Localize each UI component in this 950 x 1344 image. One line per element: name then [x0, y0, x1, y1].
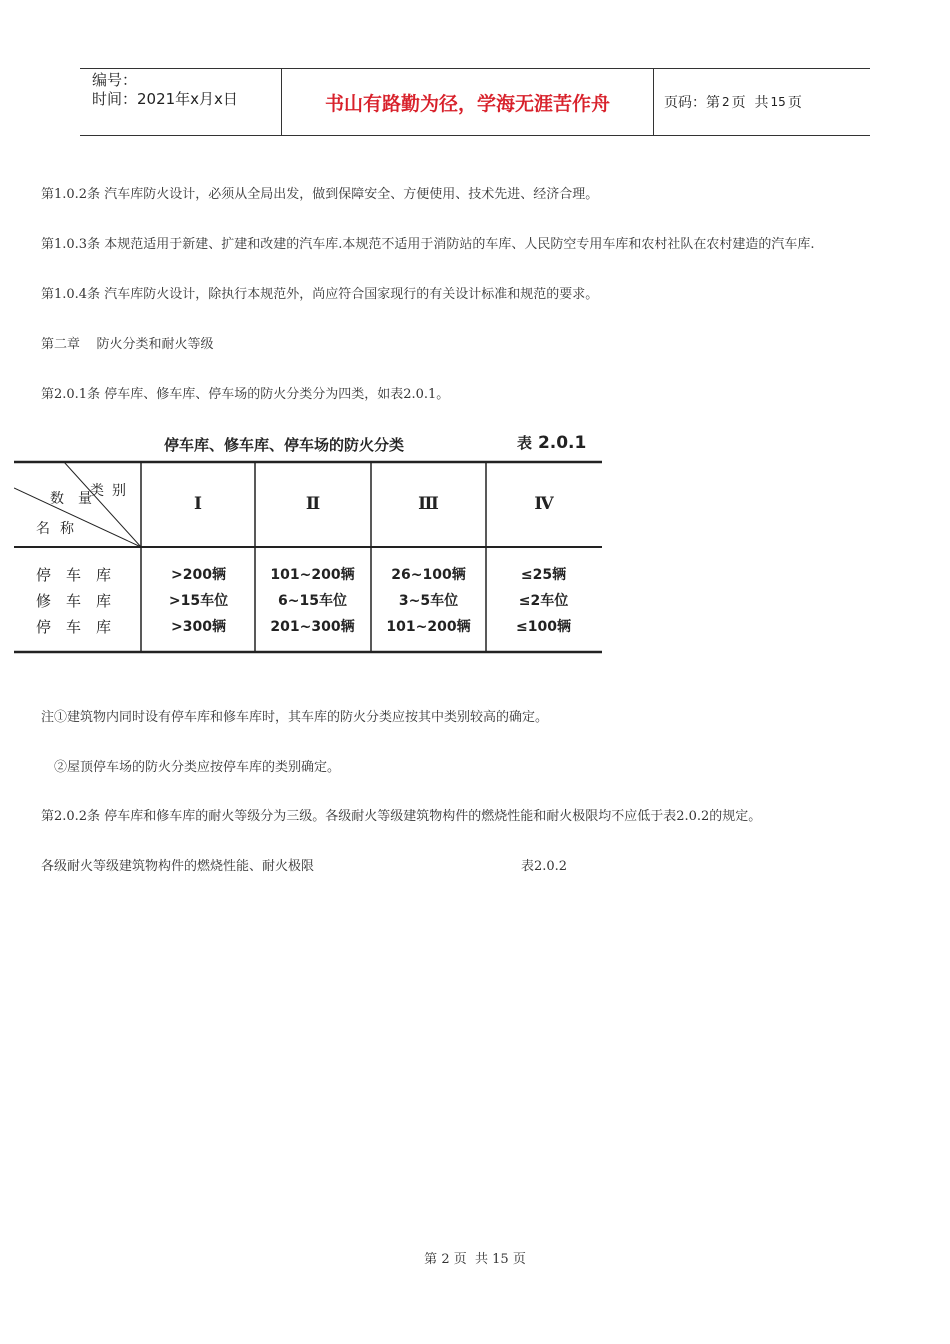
fire-classification-table [14, 430, 604, 660]
clause-1-0-2: 第1.0.2条 汽车库防火设计，必须从全局出发，做到保障安全、方便使用、技术先进、经济合理。 [41, 187, 599, 202]
page-total: 15 [770, 95, 786, 109]
footer-current: 2 [441, 1252, 450, 1267]
table-cell: ≤100辆 [516, 619, 571, 635]
table-cell: 101~200辆 [386, 619, 471, 635]
col-header-2: Ⅱ [305, 494, 321, 514]
footer-total: 15 [492, 1252, 509, 1267]
footer-suffix: 页 [512, 1252, 526, 1267]
page-suffix: 页 [787, 95, 802, 111]
clause-1-0-3: 第1.0.3条 本规范适用于新建、扩建和改建的汽车库.本规范不适用于消防站的车库、人民防空专用车库和农村社队在农村建造的汽车库. [41, 237, 815, 252]
corner-name: 名称 [36, 521, 84, 537]
table-cell: 6~15车位 [278, 593, 347, 609]
clause-1-0-4: 第1.0.4条 汽车库防火设计，除执行本规范外，尚应符合国家现行的有关设计标准和规范的要求。 [41, 287, 599, 302]
note-2: ②屋顶停车场的防火分类应按停车库的类别确定。 [54, 760, 341, 775]
table-cell: 201~300辆 [270, 619, 355, 635]
table-cell: 101~200辆 [270, 567, 355, 583]
table-cell: >300辆 [171, 619, 226, 635]
header-motto: 书山有路勤为径，学海无涯苦作舟 [282, 69, 654, 135]
document-number-label: 编号： [92, 71, 138, 89]
footer-mid: 页 共 [453, 1252, 488, 1267]
col-header-4: Ⅳ [534, 494, 554, 514]
table-cell: >200辆 [171, 567, 226, 583]
clause-2-0-2: 第2.0.2条 停车库和修车库的耐火等级分为三级。各级耐火等级建筑物构件的燃烧性能和耐火极限均不应低于表2.0.2的规定。 [41, 809, 762, 824]
table-cell: ≤2车位 [518, 593, 569, 609]
corner-quantity: 数量 [50, 491, 106, 507]
table-cell: 26~100辆 [391, 567, 466, 583]
footer-prefix: 第 [424, 1252, 438, 1267]
table-cell: >15车位 [168, 593, 229, 609]
col-header-1: Ⅰ [194, 494, 202, 514]
table-cell: 3~5车位 [398, 593, 459, 609]
table-2-0-2-number: 表2.0.2 [521, 859, 568, 874]
page-footer [0, 1248, 950, 1267]
corner-category: 类别 [90, 483, 134, 499]
note-1: 注①建筑物内同时设有停车库和修车库时，其车库的防火分类应按其中类别较高的确定。 [41, 710, 549, 725]
page-current: 2 [722, 95, 730, 109]
page-prefix: 页码：第 [664, 95, 720, 111]
row-name: 修车库 [36, 592, 127, 610]
table-cell: ≤25辆 [520, 567, 567, 583]
document-date: 时间：2021年x月x日 [92, 90, 238, 108]
page-header [80, 68, 870, 136]
header-page-number [654, 69, 870, 135]
clause-2-0-1: 第2.0.1条 停车库、修车库、停车场的防火分类分为四类，如表2.0.1。 [41, 387, 450, 402]
chapter-2-heading: 第二章 防火分类和耐火等级 [41, 337, 214, 352]
table-2-0-2-caption: 各级耐火等级建筑物构件的燃烧性能、耐火极限 [41, 859, 315, 874]
row-name: 停车库 [36, 566, 127, 584]
table-number-value: 2.0.1 [537, 433, 587, 453]
col-header-3: Ⅲ [418, 494, 439, 514]
table-label: 表 [517, 434, 533, 452]
row-name: 停车库 [36, 618, 127, 636]
page-mid: 页 共 [731, 95, 769, 111]
header-meta [80, 69, 282, 135]
table-caption: 停车库、修车库、停车场的防火分类 [164, 436, 405, 454]
